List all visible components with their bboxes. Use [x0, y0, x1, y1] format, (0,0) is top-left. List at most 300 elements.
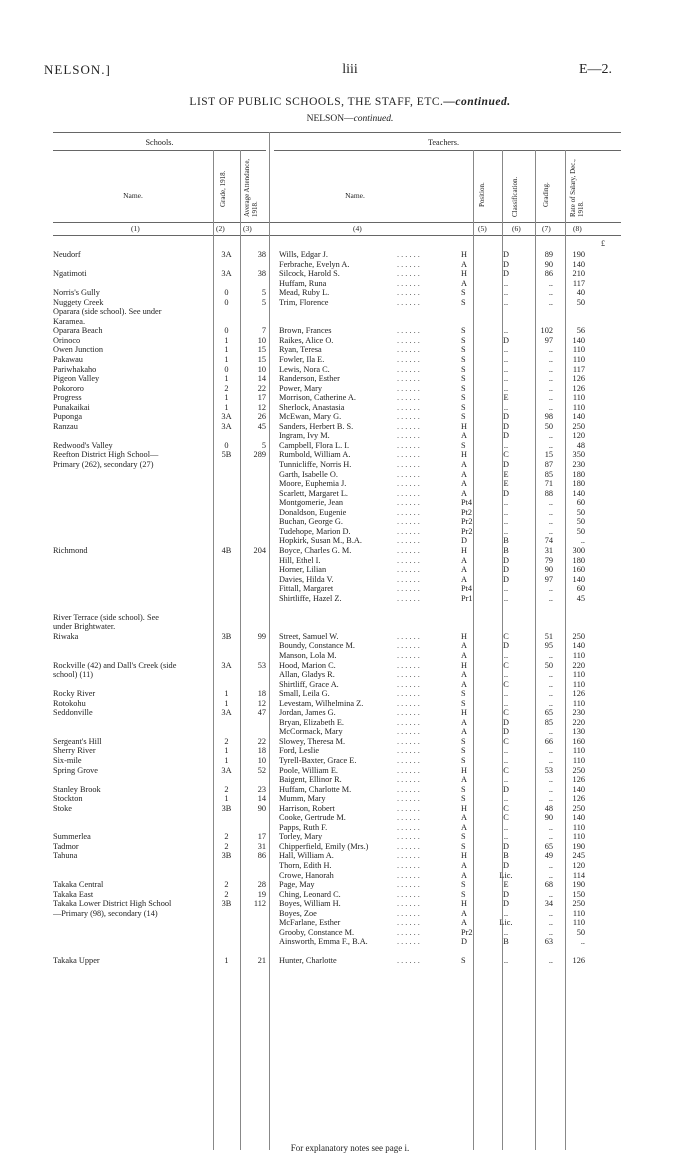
leader-dots: . . . . . . [397, 431, 420, 441]
header-school-name: Name. [123, 191, 143, 200]
teacher-name: Hall, William A. [279, 851, 334, 861]
school-attendance [240, 556, 269, 566]
rule-group-schools [53, 150, 266, 151]
teacher-name: Levestam, Wilhelmina Z. [279, 698, 364, 708]
table-row [53, 746, 621, 756]
school-attendance: 17 [257, 393, 266, 403]
teacher-salary: 117 [572, 278, 585, 288]
school-name [53, 489, 213, 499]
teacher-grading [523, 603, 553, 613]
table-row [53, 384, 621, 394]
teacher-classification: C [503, 450, 509, 460]
teacher-position [457, 622, 489, 632]
teacher-grading: .. [548, 755, 553, 765]
teacher-classification: D [503, 421, 509, 431]
footer-note: For explanatory notes see page i. [290, 1143, 410, 1153]
table-row [53, 909, 621, 919]
leader-dots: . . . . . . [397, 717, 420, 727]
table-row [53, 899, 621, 909]
leader-dots: . . . . . . [397, 393, 420, 403]
school-attendance [240, 508, 269, 518]
school-grade [213, 575, 240, 585]
table-row [53, 527, 621, 537]
teacher-name: Bryan, Elizabeth E. [279, 717, 344, 727]
school-name: Takaka Lower District High School [53, 899, 172, 909]
teacher-position: A [461, 574, 467, 584]
school-grade [213, 498, 240, 508]
table-row [53, 374, 621, 384]
teacher-grading: 85 [544, 717, 553, 727]
teacher-grading: .. [548, 794, 553, 804]
table-row [53, 556, 621, 566]
teacher-grading: 90 [544, 565, 553, 575]
teacher-salary: 230 [572, 708, 585, 718]
leader-dots: . . . . . . [397, 288, 420, 298]
school-name [53, 536, 213, 546]
teacher-salary: 110 [572, 822, 585, 832]
teacher-name: Allan, Gladys R. [279, 670, 335, 680]
school-grade: 3A [221, 765, 232, 775]
teacher-classification: .. [503, 526, 509, 536]
teacher-name: Donaldson, Eugenie [279, 507, 347, 517]
school-grade [213, 918, 240, 928]
teacher-salary: 50 [576, 297, 585, 307]
teacher-grading: 102 [540, 326, 553, 336]
teacher-salary [553, 613, 585, 623]
teacher-grading: .. [548, 679, 553, 689]
teacher-grading: 95 [544, 641, 553, 651]
leader-dots: . . . . . . [397, 250, 420, 259]
school-grade [213, 279, 240, 289]
teacher-grading: .. [548, 927, 553, 937]
teacher-salary: .. [580, 536, 585, 546]
teacher-classification: D [503, 412, 509, 422]
leader-dots [397, 622, 457, 632]
school-grade: 0 [224, 288, 229, 298]
teacher-grading: 79 [544, 555, 553, 565]
rule-group-teachers [274, 150, 621, 151]
teacher-name: Boundy, Constance M. [279, 641, 355, 651]
table-row [53, 441, 621, 451]
teacher-name [269, 947, 397, 957]
school-name [53, 565, 213, 575]
leader-dots: . . . . . . [397, 727, 420, 737]
school-grade: 1 [224, 794, 229, 804]
teacher-grading: .. [548, 393, 553, 403]
teacher-salary: 110 [572, 345, 585, 355]
teacher-name: Tyrell-Baxter, Grace E. [279, 755, 357, 765]
teacher-position [457, 317, 489, 327]
header-grade: Grade, 1918. [219, 170, 227, 207]
table-row [53, 641, 621, 651]
leader-dots [397, 307, 457, 317]
school-grade: 2 [224, 832, 229, 842]
school-attendance: 22 [257, 383, 266, 393]
teacher-salary: 250 [572, 803, 585, 813]
school-attendance: 28 [257, 880, 266, 890]
school-name [53, 279, 213, 289]
teacher-classification: B [503, 851, 509, 861]
table-row [53, 680, 621, 690]
leader-dots: . . . . . . [397, 851, 420, 861]
teacher-name [269, 307, 397, 317]
teacher-position: Pt4 [461, 498, 473, 508]
school-grade: 2 [224, 889, 229, 899]
leader-dots: . . . . . . [397, 460, 420, 470]
school-name [53, 680, 213, 690]
teacher-position: A [461, 641, 467, 651]
teacher-name: Slowey, Theresa M. [279, 736, 346, 746]
school-attendance [240, 317, 269, 327]
table-row [53, 890, 621, 900]
school-name: Pokororo [53, 383, 84, 393]
teacher-grading: 90 [544, 259, 553, 269]
header-grading: Grading. [542, 182, 550, 207]
school-attendance: 5 [261, 440, 266, 450]
leader-dots: . . . . . . [397, 355, 420, 365]
school-attendance: 10 [257, 755, 266, 765]
group-header-teachers: Teachers. [427, 138, 460, 147]
leader-dots: . . . . . . [397, 794, 420, 804]
teacher-classification: D [503, 335, 509, 345]
school-name [53, 498, 213, 508]
teacher-position: A [461, 469, 467, 479]
teacher-position: A [461, 488, 467, 498]
school-grade: 3A [221, 421, 232, 431]
school-name: Sherry River [53, 746, 96, 756]
teacher-position: A [461, 259, 467, 269]
teacher-name: Ryan, Teresa [279, 345, 322, 355]
teacher-name: Scarlett, Margaret L. [279, 488, 348, 498]
school-name: Progress [53, 393, 82, 403]
teacher-salary: 126 [572, 794, 585, 804]
teacher-grading: 71 [544, 479, 553, 489]
school-attendance [240, 279, 269, 289]
teacher-salary: 60 [576, 498, 585, 508]
leader-dots: . . . . . . [397, 421, 420, 431]
teacher-grading: .. [548, 908, 553, 918]
teacher-classification: D [503, 784, 509, 794]
teacher-position: H [461, 851, 467, 861]
teacher-grading: 85 [544, 469, 553, 479]
teacher-classification: E [503, 479, 509, 489]
teacher-classification: .. [503, 689, 509, 699]
leader-dots: . . . . . . [397, 784, 420, 794]
title-suffix: —continued. [443, 96, 511, 108]
teacher-grading: .. [548, 746, 553, 756]
teacher-classification: E [503, 469, 509, 479]
teacher-salary: 250 [572, 631, 585, 641]
school-name: Pariwhakaho [53, 364, 97, 374]
table-row [53, 785, 621, 795]
teacher-classification: .. [503, 698, 509, 708]
school-name [53, 527, 213, 537]
school-grade [213, 584, 240, 594]
table-row [53, 355, 621, 365]
teacher-position: S [461, 746, 466, 756]
school-name [53, 947, 213, 957]
teacher-name: Sanders, Herbert B. S. [279, 421, 354, 431]
teacher-salary: 350 [572, 450, 585, 460]
teacher-grading: .. [548, 593, 553, 603]
teacher-grading: .. [548, 918, 553, 928]
leader-dots: . . . . . . [397, 822, 420, 832]
teacher-name: Wills, Edgar J. [279, 250, 328, 259]
table-row [53, 689, 621, 699]
school-name: Takaka Upper [53, 956, 100, 966]
school-attendance [240, 641, 269, 651]
teacher-classification: .. [503, 326, 509, 336]
school-name [53, 479, 213, 489]
teacher-name: Huffam, Charlotte M. [279, 784, 352, 794]
teacher-grading: .. [548, 698, 553, 708]
school-name: Nuggety Creek [53, 297, 104, 307]
table-row [53, 269, 621, 279]
teacher-salary: 126 [572, 374, 585, 384]
teacher-grading: .. [548, 870, 553, 880]
teacher-position: A [461, 679, 467, 689]
table-row [53, 928, 621, 938]
school-grade [213, 489, 240, 499]
leader-dots [397, 603, 457, 613]
table-row [53, 823, 621, 833]
teacher-grading: .. [548, 832, 553, 842]
teacher-name: Grooby, Constance M. [279, 927, 355, 937]
teacher-name: Manson, Lola M. [279, 650, 337, 660]
table-row [53, 393, 621, 403]
teacher-classification: .. [503, 927, 509, 937]
table-row [53, 947, 621, 957]
school-grade [213, 651, 240, 661]
teacher-name: Ford, Leslie [279, 746, 320, 756]
teacher-salary: 110 [572, 402, 585, 412]
school-grade [213, 871, 240, 881]
school-attendance [240, 823, 269, 833]
school-name [53, 260, 213, 270]
table-row [53, 431, 621, 441]
teacher-salary: 120 [572, 861, 585, 870]
school-grade [213, 861, 240, 871]
school-grade: 1 [224, 698, 229, 708]
teacher-position: A [461, 555, 467, 565]
teacher-classification: .. [503, 345, 509, 355]
school-attendance: 5 [261, 288, 266, 298]
teacher-position: S [461, 689, 466, 699]
teacher-position: S [461, 784, 466, 794]
school-attendance [240, 307, 269, 317]
teacher-position: A [461, 670, 467, 680]
teacher-name: Torley, Mary [279, 832, 323, 842]
teacher-classification: .. [503, 794, 509, 804]
teacher-position: A [461, 870, 467, 880]
teacher-classification: .. [503, 507, 509, 517]
teacher-salary: 180 [572, 479, 585, 489]
leader-dots: . . . . . . [397, 670, 420, 680]
school-name: Neudorf [53, 250, 81, 259]
school-name [53, 937, 213, 947]
teacher-position: S [461, 956, 466, 966]
school-grade [213, 536, 240, 546]
teacher-name: Tudehope, Marion D. [279, 526, 351, 536]
school-attendance: 289 [253, 450, 266, 460]
colnum-6: (6) [512, 224, 521, 233]
school-name: Stockton [53, 794, 83, 804]
teacher-position: A [461, 775, 467, 785]
leader-dots: . . . . . . [397, 889, 420, 899]
teacher-classification: C [503, 679, 509, 689]
currency-symbol: £ [601, 239, 605, 248]
teacher-position: S [461, 345, 466, 355]
teacher-salary: 110 [572, 355, 585, 365]
teacher-position: A [461, 460, 467, 470]
school-grade [213, 527, 240, 537]
teacher-grading [523, 307, 553, 317]
leader-dots: . . . . . . [397, 383, 420, 393]
teacher-grading: .. [548, 297, 553, 307]
colnum-4: (4) [353, 224, 362, 233]
leader-dots: . . . . . . [397, 517, 420, 527]
teacher-name: Raikes, Alice O. [279, 335, 334, 345]
school-attendance: 17 [257, 832, 266, 842]
teacher-name: Baigent, Ellinor R. [279, 775, 342, 785]
teacher-salary [553, 603, 585, 613]
school-name: Punakaikai [53, 402, 90, 412]
teacher-grading: .. [548, 355, 553, 365]
school-name: Spring Grove [53, 765, 98, 775]
table-row [53, 871, 621, 881]
teacher-classification: C [503, 736, 509, 746]
teacher-position: S [461, 383, 466, 393]
table-row [53, 498, 621, 508]
header-teacher-name: Name. [345, 191, 365, 200]
table-row [53, 479, 621, 489]
teacher-classification: .. [503, 297, 509, 307]
school-name: Puponga [53, 412, 83, 422]
school-name: Summerlea [53, 832, 91, 842]
table-row [53, 565, 621, 575]
school-name: Stanley Brook [53, 784, 101, 794]
school-grade [213, 823, 240, 833]
teacher-salary: 140 [572, 335, 585, 345]
school-attendance: 14 [257, 794, 266, 804]
teacher-grading: .. [548, 440, 553, 450]
teacher-salary: 126 [572, 775, 585, 785]
school-name: River Terrace (side school). See [53, 612, 159, 622]
school-name [53, 727, 213, 737]
teacher-salary: 250 [572, 765, 585, 775]
teacher-name: McEwan, Mary G. [279, 412, 342, 422]
table-row [53, 622, 621, 632]
teacher-classification: .. [503, 650, 509, 660]
colnum-5: (5) [478, 224, 487, 233]
colnum-1: (1) [131, 224, 140, 233]
table-row [53, 336, 621, 346]
leader-dots: . . . . . . [397, 374, 420, 384]
teacher-name: Sherlock, Anastasia [279, 402, 345, 412]
teacher-salary: 130 [572, 727, 585, 737]
leader-dots: . . . . . . [397, 746, 420, 756]
school-name: Tadmor [53, 841, 79, 851]
leader-dots: . . . . . . [397, 765, 420, 775]
colnum-3: (3) [243, 224, 252, 233]
teacher-name: Ainsworth, Emma F., B.A. [279, 937, 368, 947]
teacher-position: A [461, 565, 467, 575]
subtitle-main: NELSON— [306, 114, 354, 124]
school-grade [213, 479, 240, 489]
school-name: Rocky River [53, 689, 96, 699]
teacher-position: A [461, 822, 467, 832]
teacher-position: D [461, 937, 467, 947]
colnum-8: (8) [573, 224, 582, 233]
school-attendance [240, 536, 269, 546]
page-number: liii [342, 62, 358, 77]
teacher-salary: .. [580, 937, 585, 947]
teacher-salary: 190 [572, 250, 585, 259]
teacher-name: Small, Leila G. [279, 689, 330, 699]
teacher-name: Ingram, Ivy M. [279, 431, 330, 441]
school-attendance: 204 [253, 545, 266, 555]
teacher-position: S [461, 335, 466, 345]
teacher-name: Page, May [279, 880, 315, 890]
school-grade: 2 [224, 841, 229, 851]
table-row [53, 517, 621, 527]
teacher-classification: D [503, 899, 509, 909]
table-row [53, 365, 621, 375]
leader-dots: . . . . . . [397, 498, 420, 508]
teacher-grading: 68 [544, 880, 553, 890]
teacher-name: Lewis, Nora C. [279, 364, 330, 374]
school-attendance [240, 498, 269, 508]
school-grade [213, 613, 240, 623]
leader-dots: . . . . . . [397, 526, 420, 536]
teacher-grading: 89 [544, 250, 553, 259]
school-name: school) (11) [53, 670, 94, 680]
teacher-salary: 50 [576, 526, 585, 536]
teacher-salary: 140 [572, 488, 585, 498]
teacher-position: S [461, 402, 466, 412]
school-attendance: 38 [257, 269, 266, 279]
school-attendance: 86 [257, 851, 266, 861]
teacher-grading: 53 [544, 765, 553, 775]
table-row [53, 842, 621, 852]
leader-dots: . . . . . . [397, 736, 420, 746]
teacher-classification: D [503, 841, 509, 851]
school-grade: 3A [221, 660, 232, 670]
teacher-name: Tunnicliffe, Norris H. [279, 460, 352, 470]
header-attendance: Average Attendance, 1918. [243, 158, 259, 217]
school-grade: 0 [224, 364, 229, 374]
school-name [53, 871, 213, 881]
school-name: Reefton District High School— [53, 450, 159, 460]
leader-dots: . . . . . . [397, 488, 420, 498]
teacher-grading: 65 [544, 841, 553, 851]
teacher-grading: 65 [544, 708, 553, 718]
leader-dots: . . . . . . [397, 660, 420, 670]
teacher-name: Chipperfield, Emily (Mrs.) [279, 841, 369, 851]
teacher-classification: .. [503, 498, 509, 508]
teacher-grading [523, 317, 553, 327]
school-name: Ngatimoti [53, 269, 87, 279]
teacher-classification: D [503, 555, 509, 565]
teacher-grading: 15 [544, 450, 553, 460]
teacher-grading: 50 [544, 421, 553, 431]
colnum-2: (2) [216, 224, 225, 233]
leader-dots [397, 613, 457, 623]
teacher-grading: 98 [544, 412, 553, 422]
school-name: Richmond [53, 545, 88, 555]
teacher-name: Montgomerie, Jean [279, 498, 344, 508]
teacher-classification: D [503, 269, 509, 279]
